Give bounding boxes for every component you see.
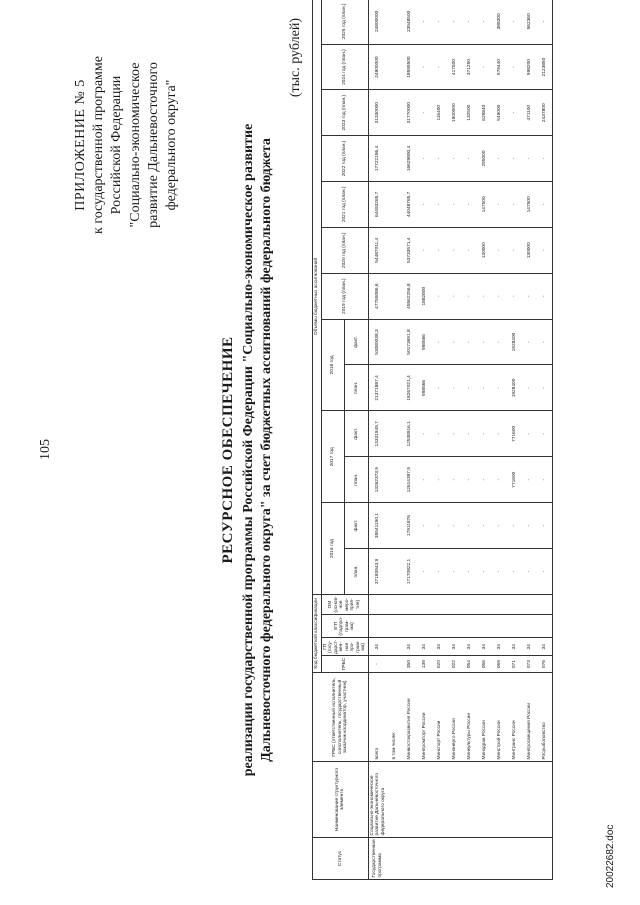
row-value-cell: - bbox=[462, 227, 477, 273]
row-grbs-cell: Минэнерго России bbox=[447, 672, 462, 761]
row-value-cell: - bbox=[462, 319, 477, 365]
row-grbs-cell: Минспорт России bbox=[432, 672, 447, 761]
appendix-line: ПРИЛОЖЕНИЕ № 5 bbox=[73, 79, 88, 211]
row-value-cell: - bbox=[462, 411, 477, 457]
rotated-document bbox=[20, 0, 620, 890]
row-status-cell bbox=[432, 837, 447, 879]
row-status-cell bbox=[492, 837, 507, 879]
row-value-cell: - bbox=[537, 411, 553, 457]
row-value-cell: - bbox=[447, 411, 462, 457]
header-fact: факт. bbox=[345, 411, 369, 457]
row-value-cell: - bbox=[462, 273, 477, 319]
table-row bbox=[507, 0, 522, 880]
document-title bbox=[220, 70, 275, 830]
row-value-cell: - bbox=[417, 411, 432, 457]
row-code-pgp-cell bbox=[462, 615, 477, 638]
row-value-cell: - bbox=[432, 227, 447, 273]
row-grbs-cell: Минкультуры России bbox=[462, 672, 477, 761]
row-value-cell: - bbox=[492, 549, 507, 595]
row-value-cell: - bbox=[432, 136, 447, 182]
row-value-cell: 13262373,9 bbox=[368, 457, 387, 503]
row-value-cell: - bbox=[477, 0, 492, 44]
row-code-om-cell bbox=[402, 594, 417, 614]
row-status-cell bbox=[447, 837, 462, 879]
header-2025: 2025 год (план.) bbox=[321, 0, 368, 44]
row-code-pgp-cell bbox=[507, 615, 522, 638]
table-row bbox=[368, 0, 387, 880]
row-value-cell: - bbox=[417, 90, 432, 136]
row-value-cell: - bbox=[492, 273, 507, 319]
row-value-cell: - bbox=[537, 181, 553, 227]
title-line: Дальневосточного федерального округа" за счет бюджетных ассигнований федерального бюджета bbox=[259, 138, 274, 762]
row-value-cell: 17170822,1 bbox=[402, 549, 417, 595]
row-code-gp-cell: 34 bbox=[477, 638, 492, 656]
row-code-om-cell bbox=[507, 594, 522, 614]
row-code-pgp-cell bbox=[368, 615, 387, 638]
row-value-cell: 549000 bbox=[492, 90, 507, 136]
row-code-pgp-cell bbox=[387, 615, 402, 638]
row-value-cell: - bbox=[417, 181, 432, 227]
row-code-pgp-cell bbox=[522, 615, 537, 638]
row-code-om-cell bbox=[447, 594, 462, 614]
appendix-line: к государственной программе bbox=[91, 56, 107, 234]
row-value-cell: - bbox=[537, 319, 553, 365]
row-value-cell bbox=[387, 136, 402, 182]
row-value-cell: - bbox=[492, 319, 507, 365]
row-value-cell: - bbox=[492, 227, 507, 273]
row-code-gp-cell: 34 bbox=[507, 638, 522, 656]
appendix-line: "Социально-экономическое bbox=[127, 62, 143, 228]
row-code-grbs-cell: - bbox=[368, 656, 387, 672]
row-code-gp-cell: 34 bbox=[492, 638, 507, 656]
row-value-cell: - bbox=[432, 411, 447, 457]
row-value-cell: 629840 bbox=[477, 90, 492, 136]
row-value-cell: 116400 bbox=[432, 90, 447, 136]
row-value-cell: 771600 bbox=[507, 411, 522, 457]
row-value-cell: - bbox=[447, 136, 462, 182]
row-value-cell: 2123850 bbox=[537, 44, 553, 90]
row-grbs-cell: Минтранс России bbox=[507, 672, 522, 761]
row-value-cell: 579440 bbox=[492, 44, 507, 90]
header-element: Наименование структурного элемента bbox=[313, 762, 369, 838]
row-value-cell: 998566 bbox=[417, 365, 432, 411]
row-code-grbs-cell: 054 bbox=[462, 656, 477, 672]
row-element-cell bbox=[522, 762, 537, 838]
row-value-cell: - bbox=[432, 503, 447, 549]
header-2024: 2024 год (план.) bbox=[321, 44, 368, 90]
row-code-grbs-cell: 076 bbox=[537, 656, 553, 672]
file-name-footer: 20022682.doc bbox=[605, 824, 616, 888]
row-value-cell: 45562256,8 bbox=[402, 273, 417, 319]
row-value-cell: - bbox=[537, 365, 553, 411]
row-value-cell: - bbox=[507, 181, 522, 227]
row-value-cell: 17911876 bbox=[402, 503, 417, 549]
row-code-grbs-cell bbox=[387, 656, 402, 672]
row-value-cell: - bbox=[462, 365, 477, 411]
row-value-cell: - bbox=[477, 319, 492, 365]
row-value-cell: 1882800 bbox=[417, 273, 432, 319]
appendix-line: Российской Федерации bbox=[109, 75, 125, 215]
row-value-cell bbox=[387, 411, 402, 457]
row-status-cell bbox=[417, 837, 432, 879]
row-value-cell: - bbox=[477, 457, 492, 503]
row-code-gp-cell: 34 bbox=[368, 638, 387, 656]
row-value-cell bbox=[387, 181, 402, 227]
row-value-cell: 417500 bbox=[447, 44, 462, 90]
row-code-om-cell bbox=[537, 594, 553, 614]
row-value-cell bbox=[387, 90, 402, 136]
row-element-cell bbox=[417, 762, 432, 838]
row-value-cell: - bbox=[417, 44, 432, 90]
row-element-cell bbox=[477, 762, 492, 838]
row-value-cell: - bbox=[537, 549, 553, 595]
row-value-cell: - bbox=[522, 457, 537, 503]
row-code-grbs-cell: 073 bbox=[522, 656, 537, 672]
row-value-cell: 562360 bbox=[522, 0, 537, 44]
row-value-cell: - bbox=[522, 319, 537, 365]
row-value-cell: 132500 bbox=[462, 90, 477, 136]
row-value-cell: - bbox=[522, 411, 537, 457]
row-value-cell: 1900000 bbox=[447, 90, 462, 136]
header-2016: 2016 год bbox=[321, 503, 345, 595]
row-value-cell: 31770000 bbox=[402, 90, 417, 136]
header-volume: Объемы бюджетных ассигнований bbox=[313, 0, 322, 594]
row-code-grbs-cell: 056 bbox=[477, 656, 492, 672]
row-value-cell: - bbox=[432, 44, 447, 90]
row-value-cell: - bbox=[447, 227, 462, 273]
row-value-cell: 147500 bbox=[522, 181, 537, 227]
row-value-cell: 371250 bbox=[462, 44, 477, 90]
appendix-line: развитие Дальневосточного bbox=[145, 62, 161, 228]
row-value-cell: - bbox=[417, 0, 432, 44]
header-2023: 2023 год (план.) bbox=[321, 90, 368, 136]
header-2021: 2021 год (план.) bbox=[321, 181, 368, 227]
header-status: Статус bbox=[313, 837, 369, 879]
row-value-cell: - bbox=[537, 136, 553, 182]
row-value-cell: 24800000 bbox=[368, 44, 387, 90]
row-value-cell: 64493265,7 bbox=[368, 181, 387, 227]
table-row bbox=[432, 0, 447, 880]
row-code-pgp-cell bbox=[447, 615, 462, 638]
row-value-cell: - bbox=[417, 457, 432, 503]
row-value-cell: 1928400 bbox=[507, 365, 522, 411]
row-code-om-cell bbox=[492, 594, 507, 614]
header-2022: 2022 год (план.) bbox=[321, 136, 368, 182]
row-value-cell: - bbox=[522, 365, 537, 411]
row-element-cell bbox=[447, 762, 462, 838]
row-value-cell: 18595500 bbox=[402, 44, 417, 90]
row-grbs-cell: всего bbox=[368, 672, 387, 761]
row-value-cell: - bbox=[447, 319, 462, 365]
row-element-cell bbox=[402, 762, 417, 838]
row-value-cell bbox=[387, 273, 402, 319]
row-value-cell: 31330000 bbox=[368, 90, 387, 136]
table-row bbox=[522, 0, 537, 880]
table-row bbox=[462, 0, 477, 880]
row-value-cell: - bbox=[537, 227, 553, 273]
header-2018: 2018 год bbox=[321, 319, 345, 411]
header-code-gp: ГП (госу-дарст-вен-ная про-грам-ма) bbox=[321, 638, 368, 656]
row-element-cell bbox=[492, 762, 507, 838]
row-code-pgp-cell bbox=[402, 615, 417, 638]
row-status-cell bbox=[387, 837, 402, 879]
row-code-om-cell bbox=[387, 594, 402, 614]
row-value-cell: 23548500 bbox=[402, 0, 417, 44]
row-value-cell: - bbox=[462, 549, 477, 595]
row-value-cell: - bbox=[477, 44, 492, 90]
row-value-cell bbox=[387, 365, 402, 411]
row-value-cell: 16629800,4 bbox=[402, 136, 417, 182]
row-value-cell bbox=[387, 0, 402, 44]
header-code-grbs: ГРБС bbox=[321, 656, 368, 672]
header-code-om: ОМ (основ-ное меро-прия-тие) bbox=[321, 594, 368, 614]
row-code-gp-cell bbox=[387, 638, 402, 656]
row-status-cell bbox=[462, 837, 477, 879]
row-value-cell: - bbox=[477, 273, 492, 319]
row-value-cell bbox=[387, 319, 402, 365]
row-code-grbs-cell: 139 bbox=[417, 656, 432, 672]
appendix-heading bbox=[72, 0, 181, 290]
row-code-gp-cell: 34 bbox=[522, 638, 537, 656]
row-code-om-cell bbox=[432, 594, 447, 614]
row-status-cell bbox=[477, 837, 492, 879]
row-value-cell: 130000 bbox=[522, 227, 537, 273]
row-value-cell: 147500 bbox=[477, 181, 492, 227]
row-value-cell: 295000 bbox=[477, 136, 492, 182]
row-value-cell: - bbox=[417, 503, 432, 549]
row-value-cell: 50173691,8 bbox=[402, 319, 417, 365]
row-value-cell: - bbox=[522, 549, 537, 595]
row-value-cell: - bbox=[507, 136, 522, 182]
row-code-om-cell bbox=[462, 594, 477, 614]
row-status-cell bbox=[537, 837, 553, 879]
row-value-cell: - bbox=[477, 411, 492, 457]
row-value-cell bbox=[387, 503, 402, 549]
table-row bbox=[417, 0, 432, 880]
row-value-cell: - bbox=[507, 549, 522, 595]
row-value-cell: - bbox=[462, 136, 477, 182]
row-grbs-cell: в том числе: bbox=[387, 672, 402, 761]
table-row bbox=[402, 0, 417, 880]
row-value-cell: 2437800 bbox=[537, 90, 553, 136]
header-plan: план. bbox=[345, 457, 369, 503]
row-value-cell: - bbox=[477, 365, 492, 411]
row-code-grbs-cell: 069 bbox=[492, 656, 507, 672]
row-grbs-cell: Минвостокразвития России bbox=[402, 672, 417, 761]
row-value-cell: 17722186,4 bbox=[368, 136, 387, 182]
row-value-cell: - bbox=[492, 411, 507, 457]
row-value-cell: 13331949,7 bbox=[368, 411, 387, 457]
row-value-cell: - bbox=[492, 457, 507, 503]
row-element-cell bbox=[432, 762, 447, 838]
row-status-cell bbox=[522, 837, 537, 879]
row-value-cell: - bbox=[432, 0, 447, 44]
row-value-cell: - bbox=[417, 136, 432, 182]
row-value-cell: - bbox=[447, 549, 462, 595]
row-value-cell: - bbox=[462, 503, 477, 549]
row-element-cell bbox=[462, 762, 477, 838]
row-value-cell: 24800000 bbox=[368, 0, 387, 44]
row-value-cell: 12614397,9 bbox=[402, 457, 417, 503]
header-plan: план. bbox=[345, 365, 369, 411]
row-code-om-cell bbox=[368, 594, 387, 614]
table-body bbox=[368, 0, 553, 880]
row-code-grbs-cell: 022 bbox=[447, 656, 462, 672]
row-grbs-cell: Минстрой России bbox=[492, 672, 507, 761]
row-value-cell: - bbox=[432, 181, 447, 227]
row-value-cell: 998566 bbox=[417, 319, 432, 365]
row-value-cell: - bbox=[462, 457, 477, 503]
page-number: 105 bbox=[38, 439, 53, 460]
row-value-cell: - bbox=[447, 273, 462, 319]
row-code-pgp-cell bbox=[492, 615, 507, 638]
row-code-pgp-cell bbox=[477, 615, 492, 638]
row-status-cell bbox=[507, 837, 522, 879]
row-value-cell: - bbox=[417, 549, 432, 595]
header-plan: план. bbox=[345, 549, 369, 595]
row-value-cell: 1928400 bbox=[507, 319, 522, 365]
title-line: РЕСУРСНОЕ ОБЕСПЕЧЕНИЕ bbox=[220, 336, 236, 564]
row-value-cell: - bbox=[507, 273, 522, 319]
title-line: реализации государственной программы Российской Федерации "Социально-экономическое развитие bbox=[241, 123, 256, 777]
row-value-cell bbox=[387, 549, 402, 595]
row-code-gp-cell: 34 bbox=[462, 638, 477, 656]
row-value-cell: - bbox=[432, 273, 447, 319]
row-value-cell: - bbox=[432, 549, 447, 595]
row-value-cell: - bbox=[522, 503, 537, 549]
row-value-cell: - bbox=[462, 181, 477, 227]
row-value-cell: 37183943,9 bbox=[368, 549, 387, 595]
row-value-cell: 18267021,4 bbox=[402, 365, 417, 411]
row-value-cell: - bbox=[447, 503, 462, 549]
table-row bbox=[492, 0, 507, 880]
header-codes: Код бюджетной классификации bbox=[313, 594, 322, 672]
row-value-cell bbox=[387, 457, 402, 503]
row-element-cell bbox=[387, 762, 402, 838]
row-value-cell: - bbox=[417, 227, 432, 273]
row-value-cell: 21371887,4 bbox=[368, 365, 387, 411]
row-element-cell: Социально-экономическое развитие Дальневосточного федерального округа bbox=[368, 762, 387, 838]
row-element-cell bbox=[507, 762, 522, 838]
row-value-cell: 388300 bbox=[492, 0, 507, 44]
row-value-cell: 35541190,1 bbox=[368, 503, 387, 549]
row-value-cell: - bbox=[477, 549, 492, 595]
row-value-cell bbox=[387, 44, 402, 90]
row-status-cell: Государственная программа bbox=[368, 837, 387, 879]
header-fact: факт. bbox=[345, 319, 369, 365]
row-code-om-cell bbox=[522, 594, 537, 614]
row-value-cell: - bbox=[447, 365, 462, 411]
row-code-om-cell bbox=[477, 594, 492, 614]
row-value-cell: - bbox=[447, 0, 462, 44]
row-value-cell bbox=[387, 227, 402, 273]
header-2020: 2020 год (план.) bbox=[321, 227, 368, 273]
resource-table bbox=[312, 0, 553, 880]
row-value-cell: - bbox=[492, 181, 507, 227]
row-value-cell: 44048765,7 bbox=[402, 181, 417, 227]
row-code-gp-cell: 34 bbox=[447, 638, 462, 656]
row-value-cell: - bbox=[447, 457, 462, 503]
row-value-cell: - bbox=[507, 44, 522, 90]
appendix-line: федерального округа" bbox=[163, 79, 179, 211]
row-value-cell: 54487011,4 bbox=[368, 227, 387, 273]
row-value-cell: 771600 bbox=[507, 457, 522, 503]
row-value-cell: 471100 bbox=[522, 90, 537, 136]
row-value-cell: - bbox=[507, 0, 522, 44]
row-value-cell: - bbox=[477, 503, 492, 549]
table-row bbox=[387, 0, 402, 880]
row-value-cell: - bbox=[537, 457, 553, 503]
row-value-cell: - bbox=[447, 181, 462, 227]
row-value-cell: - bbox=[492, 365, 507, 411]
row-value-cell: 47755086,6 bbox=[368, 273, 387, 319]
row-value-cell: - bbox=[432, 457, 447, 503]
row-grbs-cell: Минпросвещения России bbox=[522, 672, 537, 761]
row-code-pgp-cell bbox=[417, 615, 432, 638]
row-value-cell: 53733571,4 bbox=[402, 227, 417, 273]
row-value-cell: - bbox=[537, 0, 553, 44]
row-value-cell: - bbox=[522, 136, 537, 182]
row-value-cell: - bbox=[507, 227, 522, 273]
row-value-cell: - bbox=[507, 503, 522, 549]
row-value-cell: - bbox=[492, 136, 507, 182]
row-code-gp-cell: 34 bbox=[537, 638, 553, 656]
row-code-om-cell bbox=[417, 594, 432, 614]
table-row bbox=[537, 0, 553, 880]
row-value-cell: 12538916,1 bbox=[402, 411, 417, 457]
row-value-cell: 53080038,3 bbox=[368, 319, 387, 365]
row-value-cell: - bbox=[492, 503, 507, 549]
row-value-cell: - bbox=[432, 365, 447, 411]
row-grbs-cell: Минздрав России bbox=[477, 672, 492, 761]
row-value-cell: - bbox=[507, 90, 522, 136]
row-element-cell bbox=[537, 762, 553, 838]
row-code-gp-cell: 34 bbox=[402, 638, 417, 656]
row-code-pgp-cell bbox=[432, 615, 447, 638]
row-value-cell: - bbox=[432, 319, 447, 365]
row-code-grbs-cell: 071 bbox=[507, 656, 522, 672]
row-code-grbs-cell: 350 bbox=[402, 656, 417, 672]
header-grbs: ГРБС (ответственный исполнитель, соисполнитель, государственный заказчик-координатор, участник) bbox=[313, 672, 369, 761]
units-label: (тыс. рублей) bbox=[288, 18, 303, 98]
row-grbs-cell: Минпромторг России bbox=[417, 672, 432, 761]
header-2017: 2017 год bbox=[321, 411, 345, 503]
row-value-cell: 130000 bbox=[477, 227, 492, 273]
row-value-cell: - bbox=[522, 273, 537, 319]
row-code-pgp-cell bbox=[537, 615, 553, 638]
header-2019: 2019 год (план.) bbox=[321, 273, 368, 319]
row-status-cell bbox=[402, 837, 417, 879]
row-value-cell: - bbox=[537, 273, 553, 319]
table-row bbox=[447, 0, 462, 880]
header-fact: факт. bbox=[345, 503, 369, 549]
row-grbs-cell: Росрыболовство bbox=[537, 672, 553, 761]
row-value-cell: 998200 bbox=[522, 44, 537, 90]
row-code-gp-cell: 34 bbox=[432, 638, 447, 656]
row-code-gp-cell: 34 bbox=[417, 638, 432, 656]
row-value-cell: - bbox=[462, 0, 477, 44]
table-row bbox=[477, 0, 492, 880]
row-code-grbs-cell: 020 bbox=[432, 656, 447, 672]
header-code-pgp: пГП (подпро-грам-ма) bbox=[321, 615, 368, 638]
row-value-cell: - bbox=[537, 503, 553, 549]
